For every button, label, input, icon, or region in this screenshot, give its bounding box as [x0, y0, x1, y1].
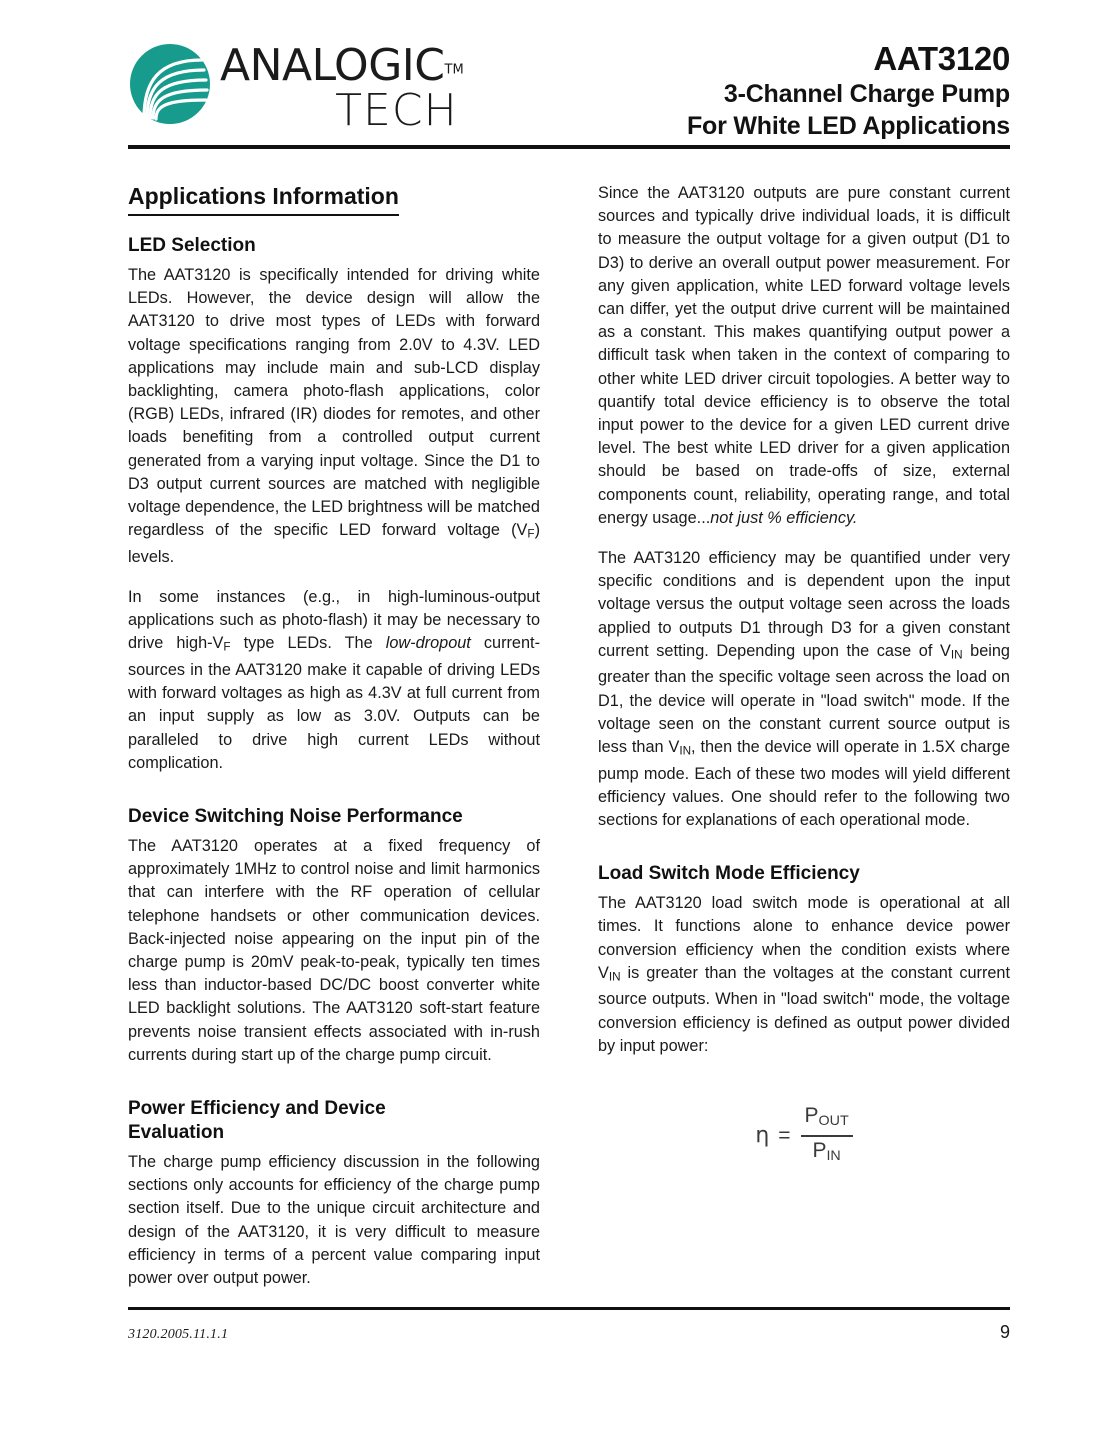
product-title-line-2: For White LED Applications [686, 112, 1010, 140]
subscript-vin: IN [679, 744, 692, 758]
text-run: current-sources in the AAT3120 make it capable of driving LEDs with forward voltages as high as 4.3V at full current from an input supply as low as 3.0V. Outputs can be paralleled to drive high current LEDs without complication. [128, 634, 540, 772]
heading-line-2: Evaluation [128, 1121, 225, 1143]
heading-switching-noise: Device Switching Noise Performance [128, 805, 463, 827]
equation-equals-sign: = [778, 1123, 791, 1147]
logo-wordmark [220, 42, 464, 134]
header-title-block [687, 38, 1010, 142]
subscript-out: OUT [818, 1112, 849, 1129]
page-number: 9 [999, 1322, 1010, 1342]
text-run: is greater than the voltages at the constant current source outputs. When in "load switch" mode, the voltage conversion efficiency is defined as output power divided by input power: [598, 963, 1010, 1055]
logo-word-top: ANALOGIC [220, 40, 445, 91]
footer-divider [128, 1307, 1010, 1310]
heading-line-1: Power Efficiency and Device [128, 1097, 386, 1119]
left-column [128, 182, 540, 1290]
company-logo [128, 38, 464, 134]
subscript-vin: IN [608, 970, 621, 984]
paragraph-switching-noise: The AAT3120 operates at a fixed frequency of approximately 1MHz to control noise and limit harmonics that can interfere with the RF operation of cellular telephone handsets or other communication devices. Back-injected noise appearing on the input pin of the charge pump is 20mV peak-to-peak, typically ten times less than inductor-based DC/DC boost converter white LED backlight solutions. The AAT3120 soft-start feature prevents noise transient effects associated with in-rush currents during start up of the charge pump circuit. [128, 836, 540, 1064]
emphasis-low-dropout: low-dropout [385, 634, 471, 653]
paragraph-output-power-1 [598, 182, 1010, 530]
text-run: In some instances (e.g., in high-luminous-output applications such as photo-flash) it may be necessary to drive high-V [128, 587, 540, 653]
subscript-vin: IN [950, 648, 963, 662]
paragraph-power-efficiency: The charge pump efficiency discussion in the following sections only accounts for efficiency of the charge pump section itself. Due to the unique circuit architecture and design of the AAT3120, it is very difficult to measure efficiency in terms of a percent value comparing input power over output power. [128, 1152, 540, 1287]
text-run: type LEDs. The [230, 634, 386, 653]
text-run: P [804, 1103, 819, 1127]
paragraph-load-switch-mode [598, 892, 1010, 1058]
trademark-symbol: TM [444, 62, 464, 78]
emphasis-not-just-efficiency: not just % efficiency. [710, 508, 858, 527]
right-column [598, 182, 1010, 1290]
content-columns [128, 182, 1010, 1290]
equation-denominator [808, 1137, 844, 1168]
text-run: The AAT3120 load switch mode is operational at all times. It functions alone to enhance device power conversion efficiency when the condition exists where V [598, 894, 1010, 982]
page-title: Applications Information [128, 182, 399, 216]
page-header [128, 38, 1010, 146]
document-code: 3120.2005.11.1.1 [128, 1327, 229, 1342]
equation-numerator [801, 1104, 853, 1135]
part-number: AAT3120 [873, 40, 1010, 77]
analogic-tech-logo-mark-icon [128, 42, 212, 126]
equation-fraction [801, 1104, 853, 1168]
equation-eta-symbol: η [755, 1123, 770, 1149]
heading-led-selection: LED Selection [128, 235, 256, 256]
logo-word-bottom: TECH [335, 85, 458, 136]
subscript-vf: F [527, 527, 535, 541]
page-footer [128, 1322, 1010, 1343]
text-run: , then the device will operate in 1.5X charge pump mode. Each of these two modes will yield different efficiency values. One should refer to the following two sections for explanations of each operational mode. [598, 738, 1010, 829]
heading-power-efficiency [128, 1097, 540, 1145]
heading-load-switch-mode-efficiency: Load Switch Mode Efficiency [598, 863, 860, 885]
header-divider [128, 145, 1010, 149]
text-run: The AAT3120 is specifically intended for driving white LEDs. However, the device design will allow the AAT3120 to drive most types of LEDs with forward voltage specifications ranging from 2.0V to 4.3V. LED applications may include main and sub-LCD display backlighting, camera photo-flash applications, color (RGB) LEDs, infrared (IR) diodes for remotes, and other loads benefiting from a controlled output current generated from a varying input voltage. Since the D1 to D3 output current sources are matched with negligible voltage dependence, the LED brightness will be matched regardless of the specific LED forward voltage (V [128, 266, 540, 540]
text-run: being greater than the specific voltage seen across the load on D1, the device will operate in "load switch" mode. If the voltage seen on the constant current source output is less than V [598, 641, 1010, 757]
text-run: P [812, 1138, 827, 1162]
paragraph-efficiency-conditions [598, 547, 1010, 832]
subscript-in: IN [826, 1147, 841, 1164]
text-run: Since the AAT3120 outputs are pure constant current sources and typically drive individual loads, it is difficult to measure the output voltage for a given output (D1 to D3) to derive an overall output power measurement. For any given application, white LED forward voltage levels can differ, yet the output drive current will be maintained as a constant. This makes quantifying output power a difficult task when taken in the context of comparing to other white LED driver circuit topologies. A better way to quantify total device efficiency is to observe the total input power to the device for a given LED current drive level. The best white LED driver for a given application should be based on trade-offs of size, external components count, reliability, operating range, and total energy usage... [598, 184, 1010, 527]
paragraph-led-selection-1 [128, 264, 540, 569]
subscript-vf: F [223, 640, 231, 654]
product-title-line-1: 3-Channel Charge Pump [723, 80, 1010, 108]
paragraph-led-selection-2 [128, 586, 540, 775]
efficiency-equation [598, 1104, 1010, 1168]
text-run: ) levels. [128, 521, 540, 566]
text-run: The AAT3120 efficiency may be quantified under very specific conditions and is dependent upon the input voltage versus the output voltage seen across the loads applied to outputs D1 through D3 for a given constant current setting. Depending upon the case of V [598, 549, 1010, 660]
